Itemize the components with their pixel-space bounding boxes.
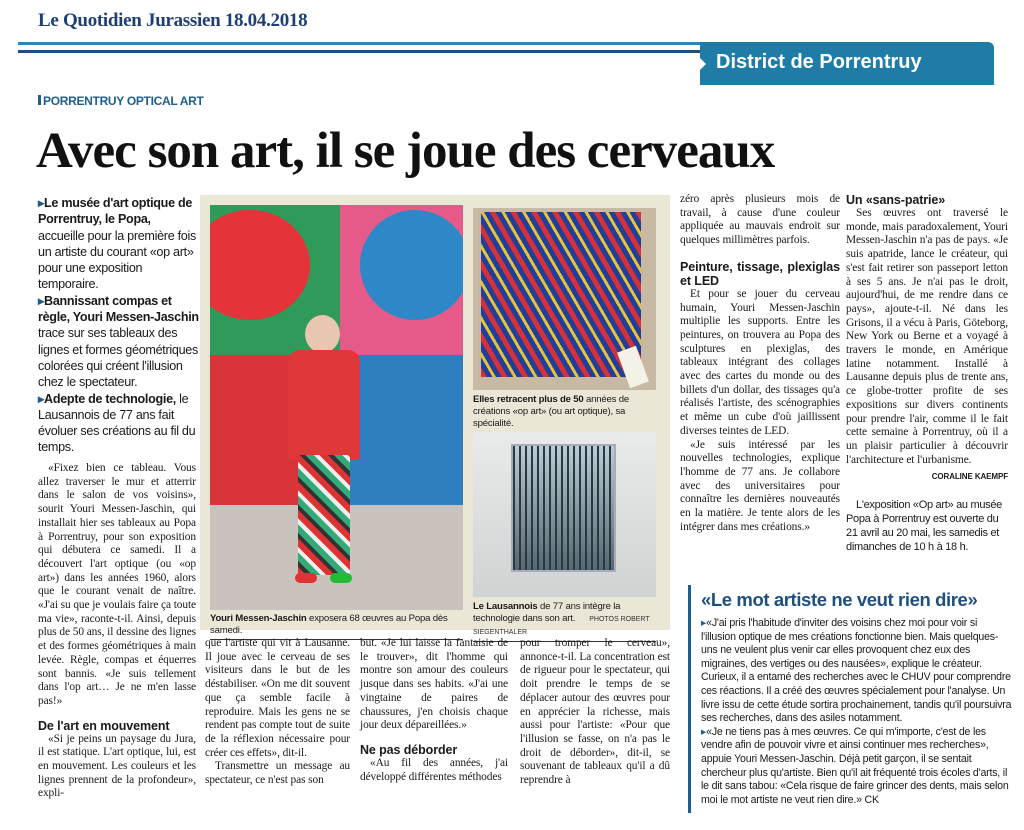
author: CORALINE KAEMPF: [931, 472, 1008, 482]
column-4: pour tromper le cerveau», annonce-t-il. La concentration est de rigueur pour le spectateur, qui doit prendre le temps de se déplacer autour des œuvres pour en apprécier la richesse, mais aussi pour l'artiste: «Pour que l'illusion se fasse, on n'a pas le droit de déborder», dit-il, se souvenant de tableaux qu'il a dû reprendre à: [520, 637, 670, 787]
photo-credit: PHOTOS ROBERT SIEGENTHALER: [473, 616, 650, 636]
quote-title: «Le mot artiste ne veut rien dire»: [701, 589, 978, 610]
subheading: Un «sans-patrie»: [846, 193, 946, 207]
kicker: PORRENTRUY OPTICAL ART: [38, 94, 204, 108]
lead: [38, 195, 200, 456]
section-tab: District de Porrentruy: [700, 42, 994, 85]
caption-bottom: Le Lausannois de 77 ans intègre la technologie dans son art. PHOTOS ROBERT SIEGENTHALER: [473, 601, 656, 642]
caption-main: Youri Messen-Jaschin exposera 68 œuvres au Popa dès samedi.: [210, 613, 463, 640]
lead-item: ▸ Le musée d'art optique de Porrentruy, le Popa, accueille pour la première fois un artiste du courant «op art» pour une exposition temporaire.: [38, 195, 200, 293]
photo-box: [200, 195, 670, 636]
caption-top: Elles retracent plus de 50 années de créations «op art» (ou art optique), sa spécialité.: [473, 394, 656, 433]
quote-box: [688, 585, 1012, 813]
lead-item: ▸ Bannissant compas et règle, Youri Messen-Jaschin trace sur ses tableaux des lignes et formes géométriques colorées qui créent l'illusion chez le spectateur.: [38, 293, 200, 391]
column-3: but. «Je lui laisse la fantaisie de le trouver», dit l'homme qui montre son amour des couleurs jusque dans ses habits. «J'ai une vingtaine de paires de chaussures, j'en choisis chaque jour deux dépareillées.» Ne pas déborder «Au fil des années, j'ai développé différentes méthodes: [360, 637, 508, 783]
quote-text: ▸ «J'ai pris l'habitude d'inviter des voisins chez moi pour voir si l'illusion optique de mes créations fonctionne bien. Mais quelques-uns ne veulent plus venir car elles provoquent chez eux des migraines, des vertiges ou des nausées», explique le créateur. Curieux, il a entamé des recherches avec le CHUV pour comprendre ces réactions. Il a créé des œuvres spécialement pour l'analyse. Un livre issu de cette étude sortira prochainement, tandis qu'il poursuivra ses recherches, dans des asiles notamment. ▸ «Je ne tiens pas à mes œuvres. Ce qui m'importe, c'est de les vendre afin de pouvoir vivre et ainsi continuer mes recherches», appuie Youri Messen-Jaschin. Déjà petit garçon, il se sentait chercheur plus qu'artiste. Bien qu'il ait fréquenté trois écoles d'arts, il le dit sans tabou: «Cela risque de faire grincer des dents, mais selon moi le mot artiste ne veut rien dire.» CK: [701, 617, 1012, 807]
subheading: Ne pas déborder: [360, 742, 458, 757]
exhibition-info: L'exposition «Op art» au musée Popa à Porrentruy est ouverte du 21 avril au 20 mai, les samedis et dimanches de 10 h à 18 h.: [846, 499, 1002, 554]
artist-photo: [210, 205, 463, 610]
subheading: De l'art en mouvement: [38, 718, 170, 733]
led-cube-photo: [473, 432, 656, 597]
op-art-painting-photo: [473, 208, 656, 390]
newspaper-date: Le Quotidien Jurassien 18.04.2018: [38, 10, 308, 31]
subheading: Peinture, tissage, plexiglas et LED: [680, 259, 840, 288]
column-2: que l'artiste qui vit à Lausanne. Il joue avec le cerveau de ses visiteurs dans le but de les déstabiliser. «On me dit souvent que ça semble facile à reproduire. Mais les gens ne se rendent pas compte tout de suite de la réflexion nécessaire pour créer ces effets», dit-il. Transmettre un message au spectateur, ce n'est pas son: [205, 637, 350, 787]
headline: Avec son art, il se joue des cerveaux: [36, 123, 775, 179]
divider: [18, 42, 706, 45]
lead-item: ▸ Adepte de technologie, le Lausannois de 77 ans fait évoluer ses créations au fil du temps.: [38, 391, 200, 456]
column-6: Un «sans-patrie» Ses œuvres ont traversé le monde, mais paradoxalement, Youri Messen-Jaschin n'a pas de pays. «Je suis apatride, lance le créateur, qui s'est fait retirer son passeport letton à ses 5 ans. Je n'ai pas le droit, aujourd'hui, de me rendre dans ce pays», ajoute-t-il. Né dans les Grisons, il a vécu à Paris, Göteborg, New York ou Berne et a voyagé à travers le monde, en Amérique latine notamment. Installé à Lausanne depuis plus de trente ans, ce globe-trotter profite de ses expositions sur divers continents pour prendre l'air, comme il le fait cette semaine à Porrentruy, où il a un plaisir particulier à découvrir l'architecture et l'urbanisme. CORALINE KAEMPF L'exposition «Op art» au musée Popa à Porrentruy est ouverte du 21 avril au 20 mai, les samedis et dimanches de 10 h à 18 h.: [846, 193, 1008, 554]
column-5: zéro après plusieurs mois de travail, à cause d'une couleur appliquée au mauvais endroit sur quelques millimètres parfois. Peinture, tissage, plexiglas et LED Et pour se jouer du cerveau humain, Youri Messen-Jaschin multiplie les supports. Entre les peintures, on trouvera au Popa des sculptures en plexiglas, des tableaux intégrant des collages avec des cartes du monde ou des billets d'un dollar, des tissages qu'a réalisés l'artiste, des scénographies et même un cube d'où jaillissent diverses teintes de LED. «Je suis intéressé par les nouvelles technologies, explique l'homme de 77 ans. Je collabore avec des universitaires pour connaître les dernières nouveautés en la matière. Je tente alors de les intégrer dans mes créations.»: [680, 193, 840, 533]
divider: [18, 50, 706, 53]
column-1: «Fixez bien ce tableau. Vous allez traverser le mur et atterrir dans le salon de vos voisins», sourit Youri Messen-Jaschin, qui installait hier ses tableaux au Popa à Porrentruy, pour son exposition qui débutera ce samedi. Il a découvert l'art optique (ou «op art») dans les années 1960, alors que le courant venait de naître. «J'ai su que je voulais faire ça toute ma vie», raconte-t-il. Ainsi, depuis plus de 50 ans, il dessine des lignes et des formes géométriques à main levée. Règle, compas et équerres sont bannis. «Je suis tellement dans l'op art… Je ne m'en lasse pas!» De l'art en mouvement «Si je peins un paysage du Jura, il est statique. L'art optique, lui, est en mouvement. Les couleurs et les lignes prennent de la profondeur», expli-: [38, 462, 196, 800]
